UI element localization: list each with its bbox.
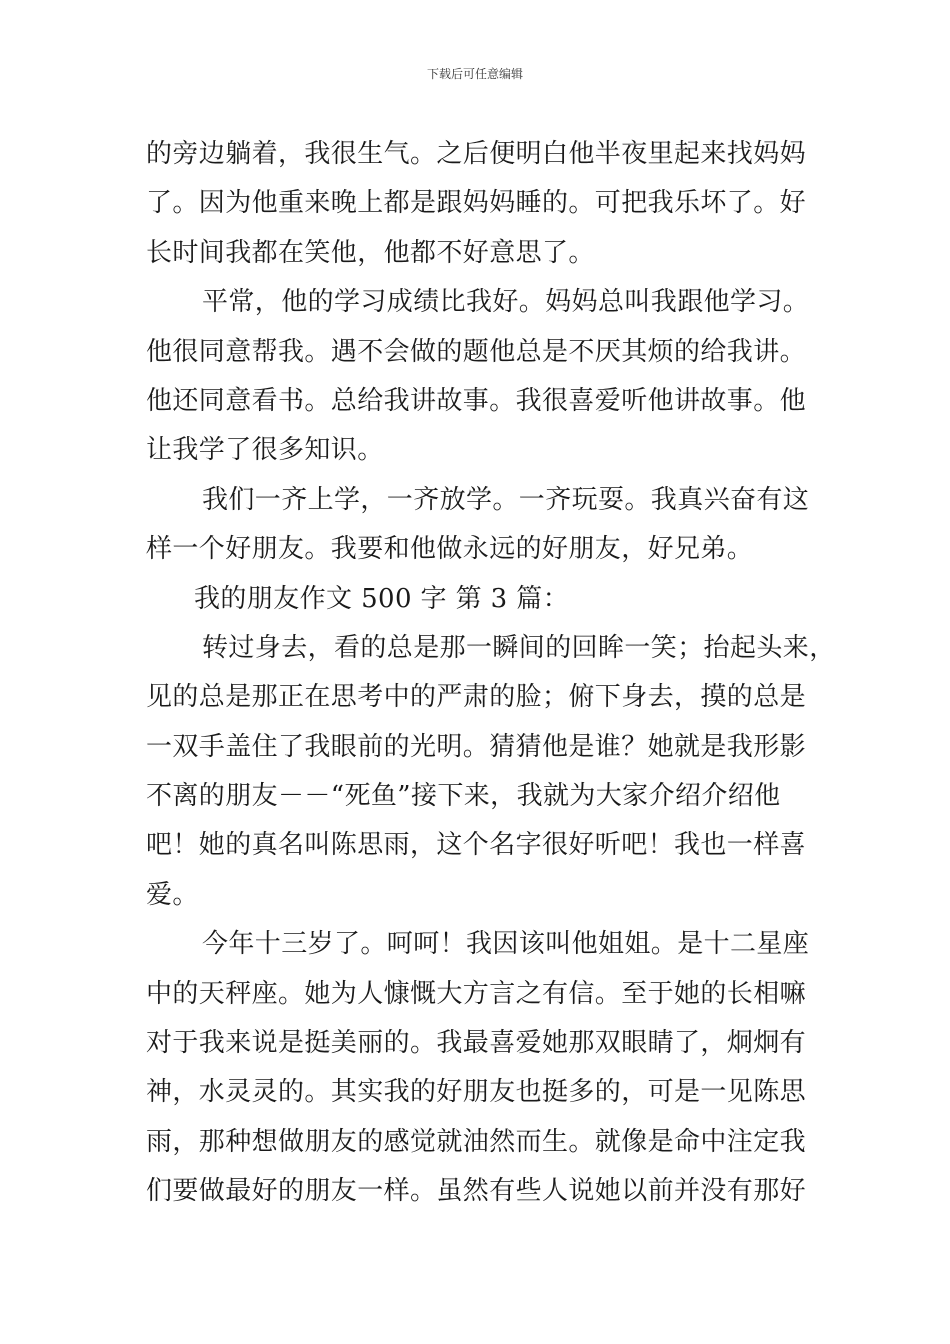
text-line: 们要做最好的朋友一样。虽然有些人说她以前并没有那好	[146, 1176, 807, 1207]
text-line: 吧！她的真名叫陈思雨，这个名字很好听吧！我也一样喜	[146, 830, 807, 861]
text-line: 平常，他的学习成绩比我好。妈妈总叫我跟他学习。	[202, 287, 810, 318]
text-line: 爱。	[146, 879, 199, 910]
text-line: 转过身去，看的总是那一瞬间的回眸一笑；抬起头来，	[202, 632, 836, 663]
text-line: 了。因为他重来晚上都是跟妈妈睡的。可把我乐坏了。好	[146, 188, 807, 219]
text-line: 样一个好朋友。我要和他做永远的好朋友，好兄弟。	[146, 534, 754, 565]
section-heading: 我的朋友作文 500 字 第 3 篇：	[194, 583, 570, 614]
text-line: 神，水灵灵的。其实我的好朋友也挺多的，可是一见陈思	[146, 1077, 807, 1108]
text-line: 长时间我都在笑他，他都不好意思了。	[146, 237, 595, 268]
text-line: 一双手盖住了我眼前的光明。猜猜他是谁？她就是我形影	[146, 731, 807, 762]
text-line: 对于我来说是挺美丽的。我最喜爱她那双眼睛了，炯炯有	[146, 1028, 807, 1059]
text-line: 我们一齐上学，一齐放学。一齐玩耍。我真兴奋有这	[202, 484, 810, 515]
document-body	[146, 130, 834, 1217]
text-line: 中的天秤座。她为人慷慨大方言之有信。至于她的长相嘛	[146, 978, 807, 1009]
page-header: 下载后可任意编辑	[426, 67, 523, 81]
text-line: 雨，那种想做朋友的感觉就油然而生。就像是命中注定我	[146, 1126, 807, 1157]
text-line: 今年十三岁了。呵呵！我因该叫他姐姐。是十二星座	[202, 929, 810, 960]
text-line: 他还同意看书。总给我讲故事。我很喜爱听他讲故事。他	[146, 385, 807, 416]
text-line: 不离的朋友－－“死鱼”接下来，我就为大家介绍介绍他	[146, 781, 781, 812]
text-line: 他很同意帮我。遇不会做的题他总是不厌其烦的给我讲。	[146, 336, 807, 367]
text-line: 的旁边躺着，我很生气。之后便明白他半夜里起来找妈妈	[146, 139, 807, 169]
text-line: 让我学了很多知识。	[146, 435, 384, 466]
text-line: 见的总是那正在思考中的严肃的脸；俯下身去，摸的总是	[146, 682, 807, 713]
